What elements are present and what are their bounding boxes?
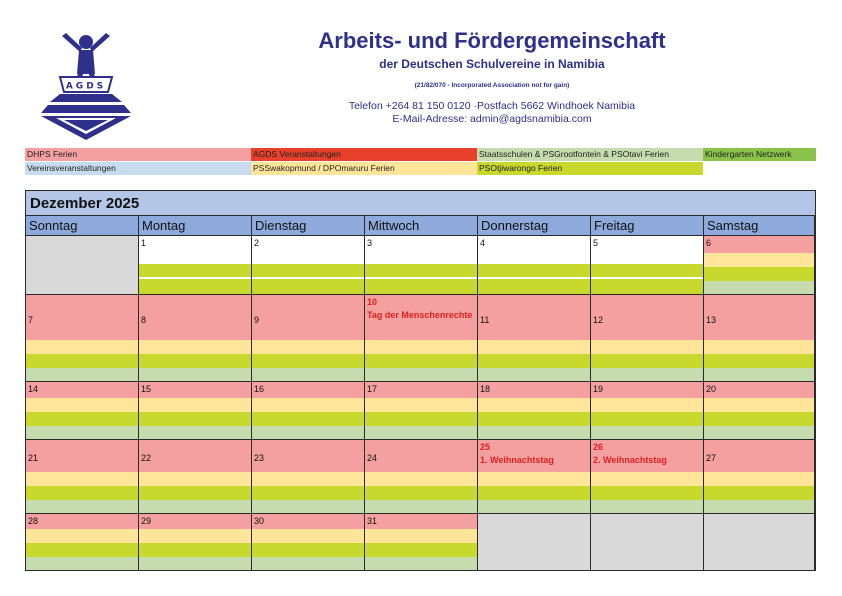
holiday-band [139, 440, 251, 472]
day-number: 12 [593, 314, 604, 325]
day-cell [591, 440, 704, 514]
agds-logo [38, 30, 134, 142]
holiday-band [252, 264, 364, 277]
holiday-band [591, 382, 703, 398]
holiday-band [365, 529, 477, 543]
holiday-band [365, 486, 477, 500]
day-cell [591, 236, 704, 295]
day-cell [365, 440, 478, 514]
holiday-band [478, 295, 590, 340]
holiday-band [704, 412, 814, 426]
day-number: 4 [480, 238, 486, 248]
org-subtitle: der Deutschen Schulvereine in Namibia [379, 57, 605, 71]
day-number: 10 [367, 297, 378, 307]
legend-item: AGDS Veranstaltungen [251, 148, 477, 161]
day-number: 5 [593, 238, 599, 248]
holiday-band [365, 279, 477, 294]
holiday-band [591, 500, 703, 514]
holiday-band [591, 279, 703, 294]
holiday-band [252, 486, 364, 500]
day-number: 17 [367, 384, 378, 394]
holiday-band [26, 340, 138, 354]
holiday-band [704, 500, 814, 514]
month-title: Dezember 2025 [26, 191, 815, 216]
holiday-band [252, 412, 364, 426]
holiday-band [704, 253, 814, 267]
day-cell [365, 514, 478, 571]
holiday-band [139, 486, 251, 500]
day-number: 19 [593, 384, 604, 394]
holiday-band [26, 295, 138, 340]
holiday-band [26, 382, 138, 398]
holiday-band [478, 264, 590, 277]
holiday-band [478, 368, 590, 382]
holiday-band [139, 426, 251, 440]
day-cell [704, 295, 815, 382]
holiday-band [26, 486, 138, 500]
day-cell [365, 236, 478, 295]
day-cell [591, 295, 704, 382]
legend-item: PSOtjiwarongo Ferien [477, 162, 703, 175]
holiday-band [139, 543, 251, 557]
logo-text: AGDS [65, 81, 107, 92]
weekday-header: Donnerstag [478, 216, 591, 236]
holiday-band [478, 279, 590, 294]
day-number: 24 [367, 453, 378, 463]
day-number: 22 [141, 453, 152, 463]
holiday-band [26, 354, 138, 368]
day-cell [139, 382, 252, 440]
day-number: 13 [706, 314, 717, 325]
holiday-band [704, 267, 814, 281]
holiday-band [26, 500, 138, 514]
day-number: 8 [141, 314, 147, 325]
holiday-band [139, 340, 251, 354]
holiday-band [704, 340, 814, 354]
holiday-band [139, 500, 251, 514]
holiday-name: Tag der Menschenrechte [367, 310, 473, 320]
holiday-band [591, 398, 703, 412]
holiday-band [478, 426, 590, 440]
holiday-band [252, 529, 364, 543]
weekday-header: Freitag [591, 216, 704, 236]
holiday-band [365, 340, 477, 354]
holiday-band [26, 368, 138, 382]
day-number: 21 [28, 453, 39, 463]
holiday-band [704, 472, 814, 486]
holiday-band [252, 543, 364, 557]
holiday-band [252, 557, 364, 571]
day-cell [704, 382, 815, 440]
day-cell [252, 382, 365, 440]
day-cell [252, 295, 365, 382]
holiday-band [139, 354, 251, 368]
day-cell [252, 514, 365, 571]
legend-item: Vereinsveranstaltungen [25, 162, 251, 175]
holiday-band [26, 557, 138, 571]
day-number: 15 [141, 384, 152, 394]
day-cell [26, 382, 139, 440]
weekday-header: Montag [139, 216, 252, 236]
day-cell [365, 382, 478, 440]
holiday-band [365, 440, 477, 472]
day-number: 31 [367, 516, 378, 526]
holiday-band [704, 295, 814, 340]
holiday-band [591, 412, 703, 426]
holiday-band [478, 500, 590, 514]
holiday-band [704, 398, 814, 412]
holiday-band [591, 264, 703, 277]
empty-day-cell [26, 236, 139, 295]
day-cell [139, 236, 252, 295]
holiday-band [365, 382, 477, 398]
holiday-band [26, 412, 138, 426]
day-cell [139, 514, 252, 571]
holiday-band [139, 514, 251, 529]
day-cell [26, 514, 139, 571]
holiday-band [365, 557, 477, 571]
holiday-band [591, 354, 703, 368]
holiday-band [478, 354, 590, 368]
day-number: 30 [254, 516, 265, 526]
weekday-header: Mittwoch [365, 216, 478, 236]
holiday-band [252, 472, 364, 486]
holiday-band [478, 412, 590, 426]
day-cell [26, 440, 139, 514]
holiday-band [704, 486, 814, 500]
holiday-band [591, 486, 703, 500]
day-number: 2 [254, 238, 260, 248]
holiday-band [26, 543, 138, 557]
holiday-band [252, 279, 364, 294]
day-cell [252, 440, 365, 514]
holiday-band [478, 486, 590, 500]
day-number: 11 [480, 314, 490, 325]
holiday-band [26, 398, 138, 412]
holiday-band [704, 368, 814, 382]
day-cell [139, 295, 252, 382]
day-number: 20 [706, 384, 717, 394]
org-title: Arbeits- und Fördergemeinschaft [318, 28, 666, 53]
day-number: 7 [28, 314, 34, 325]
holiday-band [591, 340, 703, 354]
day-number: 9 [254, 314, 260, 325]
holiday-band [252, 514, 364, 529]
holiday-band [365, 426, 477, 440]
day-cell [478, 236, 591, 295]
holiday-band [704, 440, 814, 472]
legend-item: DHPS Ferien [25, 148, 251, 161]
holiday-band [252, 398, 364, 412]
holiday-band [139, 279, 251, 294]
holiday-name: 1. Weihnachtstag [480, 455, 554, 465]
holiday-band [252, 340, 364, 354]
holiday-band [252, 295, 364, 340]
holiday-band [139, 398, 251, 412]
weekday-header: Samstag [704, 216, 815, 236]
holiday-band [252, 500, 364, 514]
holiday-band [704, 354, 814, 368]
day-cell [252, 236, 365, 295]
holiday-band [139, 412, 251, 426]
day-number: 1 [141, 238, 147, 248]
day-cell [704, 440, 815, 514]
holiday-band [26, 426, 138, 440]
holiday-band [365, 472, 477, 486]
day-number: 28 [28, 516, 39, 526]
holiday-band [591, 472, 703, 486]
day-cell [591, 382, 704, 440]
day-cell [26, 295, 139, 382]
day-number: 16 [254, 384, 265, 394]
holiday-band [365, 412, 477, 426]
holiday-band [139, 472, 251, 486]
empty-day-cell [478, 514, 591, 571]
holiday-band [365, 543, 477, 557]
day-cell [478, 440, 591, 514]
legend-item: Kindergarten Netzwerk [703, 148, 816, 161]
day-number: 14 [28, 384, 39, 394]
holiday-band [139, 557, 251, 571]
day-number: 29 [141, 516, 152, 526]
holiday-band [139, 264, 251, 277]
holiday-band [591, 426, 703, 440]
contact-phone: Telefon +264 81 150 0120 ·Postfach 5662 Windhoek Namibia [348, 100, 636, 112]
empty-day-cell [704, 514, 815, 571]
day-cell [139, 440, 252, 514]
holiday-band [704, 426, 814, 440]
holiday-band [252, 440, 364, 472]
day-number: 23 [254, 453, 265, 463]
holiday-band [365, 354, 477, 368]
holiday-name: 2. Weihnachtstag [593, 455, 667, 465]
legend-item: Staatsschulen & PSGrootfontein & PSOtavi Ferien [477, 148, 703, 161]
empty-day-cell [591, 514, 704, 571]
holiday-band [26, 529, 138, 543]
day-cell [478, 382, 591, 440]
holiday-band [704, 236, 814, 253]
holiday-band [252, 426, 364, 440]
holiday-band [252, 382, 364, 398]
holiday-band [478, 472, 590, 486]
holiday-band [139, 529, 251, 543]
holiday-band [26, 472, 138, 486]
day-number: 25 [480, 442, 491, 452]
day-cell [478, 295, 591, 382]
holiday-band [478, 398, 590, 412]
registration-note: (21/82/070 - Incorporated Association not for gain) [414, 82, 570, 89]
day-number: 3 [367, 238, 373, 248]
day-number: 18 [480, 384, 491, 394]
holiday-band [252, 368, 364, 382]
holiday-band [591, 295, 703, 340]
holiday-band [478, 382, 590, 398]
day-number: 26 [593, 442, 604, 452]
day-number: 27 [706, 453, 717, 463]
holiday-band [139, 295, 251, 340]
day-cell [365, 295, 478, 382]
weekday-header: Sonntag [26, 216, 139, 236]
holiday-band [139, 368, 251, 382]
holiday-band [26, 514, 138, 529]
holiday-band [365, 264, 477, 277]
holiday-band [704, 281, 814, 295]
contact-email: E-Mail-Adresse: admin@agdsnamibia.com [392, 113, 592, 125]
holiday-band [704, 382, 814, 398]
legend-item: PSSwakopmund / DPOmaruru Ferien [251, 162, 477, 175]
holiday-band [252, 354, 364, 368]
month-calendar [25, 190, 816, 571]
day-cell [704, 236, 815, 295]
holiday-band [365, 398, 477, 412]
holiday-band [591, 368, 703, 382]
weekday-header: Dienstag [252, 216, 365, 236]
day-number: 6 [706, 238, 712, 248]
holiday-band [365, 368, 477, 382]
holiday-band [139, 382, 251, 398]
holiday-band [478, 340, 590, 354]
holiday-band [26, 440, 138, 472]
holiday-band [365, 514, 477, 529]
holiday-band [365, 500, 477, 514]
